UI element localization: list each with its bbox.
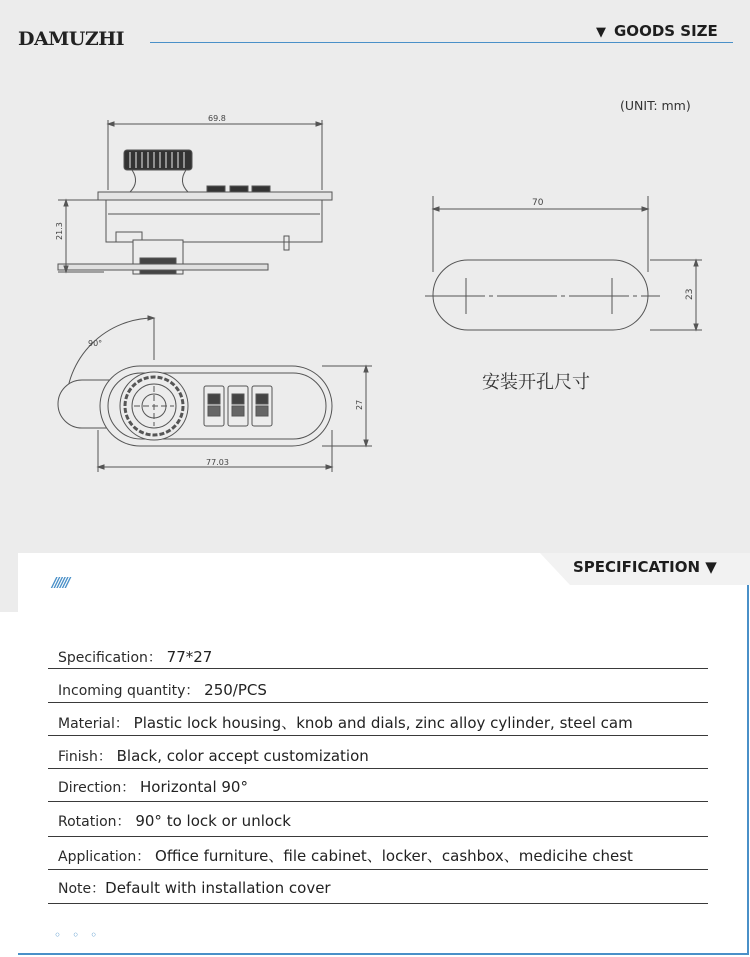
row-divider xyxy=(48,801,708,802)
front-view xyxy=(58,316,372,472)
dim-cutout-height: 23 xyxy=(685,288,695,300)
row-divider xyxy=(48,869,708,870)
spec-value: Office furniture、file cabinet、locker、cashbox、medicihe chest xyxy=(155,847,633,865)
triangle-down-icon: ▼ xyxy=(596,25,606,40)
spec-row xyxy=(58,680,708,700)
cutout-caption: 安装开孔尺寸 xyxy=(482,372,590,393)
row-divider xyxy=(48,768,708,769)
dim-front-height: 27 xyxy=(355,399,364,410)
spec-value: 77*27 xyxy=(166,648,213,666)
spec-value: 90° to lock or unlock xyxy=(135,812,291,830)
spec-value: 250/PCS xyxy=(204,681,267,699)
dots-decoration: ◦◦◦ xyxy=(54,928,109,942)
spec-value: Plastic lock housing、knob and dials, zinc alloy cylinder, steel cam xyxy=(133,714,633,732)
top-view xyxy=(58,120,332,274)
spec-label: Rotation： xyxy=(58,814,131,830)
spec-row xyxy=(58,845,708,866)
panel-border-right xyxy=(747,585,749,955)
dim-front-width: 77.03 xyxy=(206,458,229,467)
triangle-down-icon: ▼ xyxy=(705,558,717,576)
unit-label: (UNIT: mm) xyxy=(620,98,691,113)
spec-row xyxy=(58,878,708,898)
spec-row xyxy=(58,811,708,831)
row-divider xyxy=(48,668,708,669)
spec-row xyxy=(58,712,708,733)
dim-angle: 90° xyxy=(88,339,103,348)
spec-label: Direction： xyxy=(58,780,136,796)
row-divider xyxy=(48,702,708,703)
dim-cutout-width: 70 xyxy=(532,198,544,208)
spec-row xyxy=(58,746,708,766)
stripes-decoration: ////// xyxy=(52,576,69,591)
spec-label: Note： xyxy=(58,881,106,897)
cutout-view xyxy=(425,196,702,330)
spec-label: Finish： xyxy=(58,749,112,765)
specification-heading xyxy=(573,558,717,576)
spec-value: Black, color accept customization xyxy=(116,747,369,765)
dim-top-width: 69.8 xyxy=(208,114,226,123)
spec-value: Horizontal 90° xyxy=(140,778,248,796)
spec-label: Material： xyxy=(58,716,129,732)
spec-row xyxy=(58,777,708,797)
specification-title: SPECIFICATION xyxy=(573,558,701,576)
row-divider xyxy=(48,903,708,904)
row-divider xyxy=(48,836,708,837)
spec-row xyxy=(58,647,708,667)
brand-logo: DAMUZHI xyxy=(18,28,125,50)
goods-size-title: GOODS SIZE xyxy=(614,22,718,40)
row-divider xyxy=(48,735,708,736)
dim-top-height: 21.3 xyxy=(55,222,64,240)
spec-label: Specification： xyxy=(58,650,162,666)
spec-label: Incoming quantity： xyxy=(58,683,200,699)
spec-label: Application： xyxy=(58,849,151,865)
panel-border-bottom xyxy=(18,953,749,955)
spec-value: Default with installation cover xyxy=(105,879,331,897)
